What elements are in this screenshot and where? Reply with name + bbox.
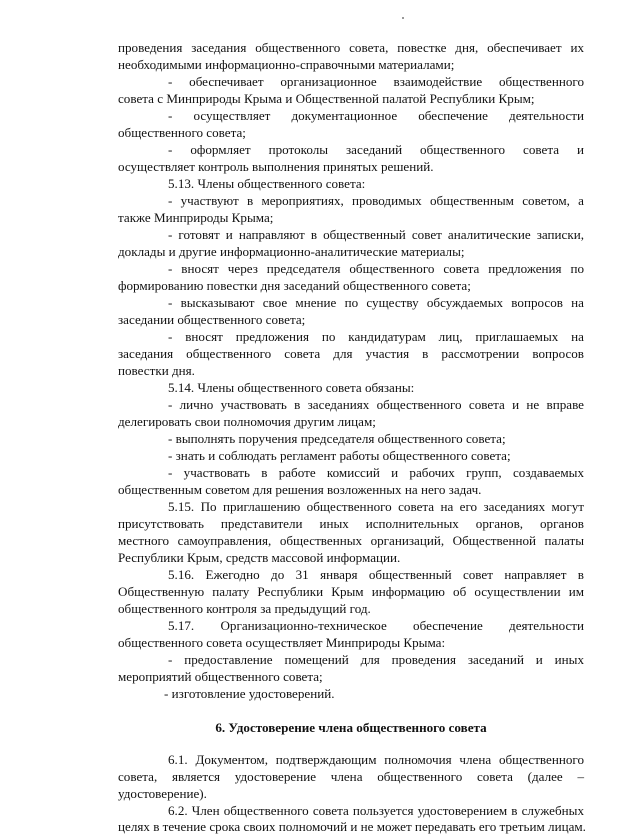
text-line: совета, является удостоверение члена общественного совета (далее – xyxy=(118,769,584,784)
text-line: - оформляет протоколы заседаний общественного совета и xyxy=(168,142,584,157)
section-6-1: 6.1. Документом, подтверждающим полномочия члена общественного xyxy=(168,752,584,767)
text-line: совета с Минприроды Крыма и Общественной палатой Республики Крым; xyxy=(118,91,535,106)
text-line: присутствовать представители иных исполнительных органов, органов xyxy=(118,516,584,531)
section-5-15: 5.15. По приглашению общественного совета на его заседаниях могут xyxy=(168,499,584,514)
text-line: - участвуют в мероприятиях, проводимых общественным советом, а xyxy=(168,193,584,208)
text-line: - вносят через председателя общественного совета предложения по xyxy=(168,261,584,276)
text-line: также Минприроды Крыма; xyxy=(118,210,274,225)
text-line: - осуществляет документационное обеспечение деятельности xyxy=(168,108,584,123)
section-6-heading: 6. Удостоверение члена общественного совета xyxy=(215,720,487,735)
text-line: - изготовление удостоверений. xyxy=(164,686,335,701)
text-line: целях в течение срока своих полномочий и не может передавать его третьим лицам. xyxy=(118,819,586,834)
text-line: местного самоуправления, общественных организаций, Общественной палаты xyxy=(118,533,584,548)
text-line: - выполнять поручения председателя общественного совета; xyxy=(168,431,506,446)
text-line: общественного совета осуществляет Минприроды Крыма: xyxy=(118,635,446,650)
text-line: общественным советом для решения возложенных на него задач. xyxy=(118,482,482,497)
text-line: - обеспечивает организационное взаимодействие общественного xyxy=(168,74,584,89)
text-line: - вносят предложения по кандидатурам лиц, приглашаемых на xyxy=(168,329,584,344)
section-5-14: 5.14. Члены общественного совета обязаны: xyxy=(168,380,415,395)
text-line: - лично участвовать в заседаниях общественного совета и не вправе xyxy=(168,397,584,412)
text-line: - высказывают свое мнение по существу обсуждаемых вопросов на xyxy=(168,295,584,310)
text-line: делегировать свои полномочия другим лицам; xyxy=(118,414,376,429)
section-5-17: 5.17. Организационно-техническое обеспечение деятельности xyxy=(168,618,584,633)
text-line: - участвовать в работе комиссий и рабочих групп, создаваемых xyxy=(168,465,584,480)
text-line: заседания общественного совета для участия в рассмотрении вопросов xyxy=(118,346,584,361)
text-line: проведения заседания общественного совета, повестке дня, обеспечивает их xyxy=(118,40,584,55)
text-line: формированию повестки дня заседаний общественного совета; xyxy=(118,278,471,293)
text-line: - знать и соблюдать регламент работы общественного совета; xyxy=(168,448,511,463)
section-5-13: 5.13. Члены общественного совета: xyxy=(168,176,366,191)
text-line: - предоставление помещений для проведения заседаний и иных xyxy=(168,652,584,667)
text-line: - готовят и направляют в общественный совет аналитические записки, xyxy=(168,227,584,242)
text-line: заседании общественного совета; xyxy=(118,312,306,327)
text-line: удостоверение). xyxy=(118,786,207,801)
text-line: общественного контроля за предыдущий год. xyxy=(118,601,371,616)
text-line: мероприятий общественного совета; xyxy=(118,669,323,684)
text-line: осуществляет контроль выполнения принятых решений. xyxy=(118,159,434,174)
text-line: необходимыми информационно-справочными материалами; xyxy=(118,57,455,72)
section-6-2: 6.2. Член общественного совета пользуется удостоверением в служебных xyxy=(168,803,584,818)
text-line: общественного совета; xyxy=(118,125,246,140)
text-line: Республики Крым, средств массовой информации. xyxy=(118,550,401,565)
text-line: Общественную палату Республики Крым информацию об осуществлении им xyxy=(118,584,584,599)
text-line: доклады и другие информационно-аналитические материалы; xyxy=(118,244,465,259)
scan-speck xyxy=(402,17,404,19)
section-5-16: 5.16. Ежегодно до 31 января общественный совет направляет в xyxy=(168,567,584,582)
text-line: повестки дня. xyxy=(118,363,195,378)
